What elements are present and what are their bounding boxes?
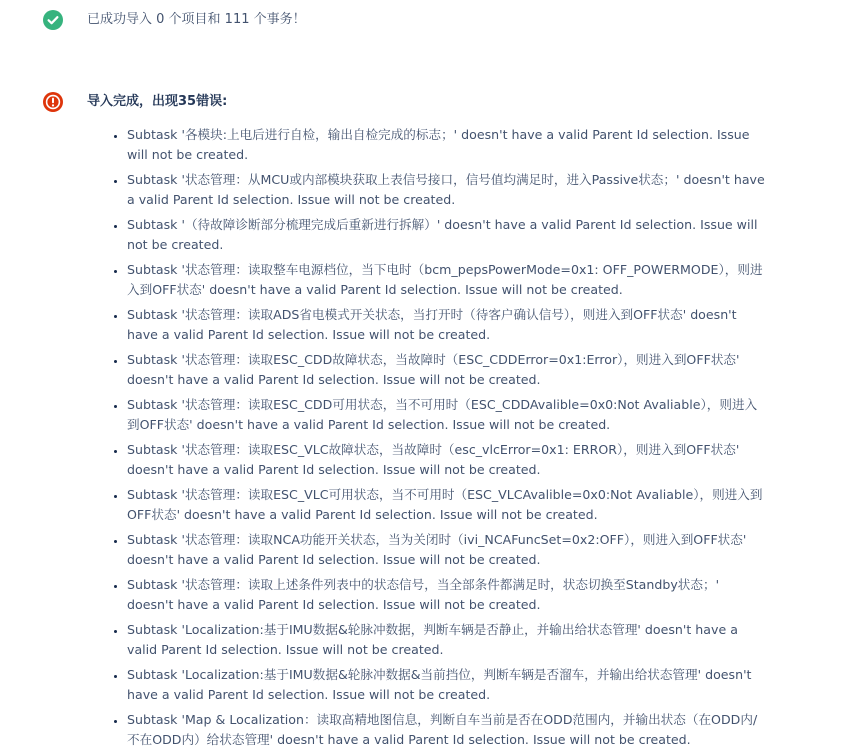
list-item: • Subtask '状态管理：从MCU或内部模块获取上表信号接口，信号值均满足时，进入Passive状态；' doesn't have a valid Parent Id selection. Issue will not be created. [127,170,767,210]
error-body [87,92,767,755]
list-item: • Subtask '状态管理：读取ESC_VLC可用状态，当不可用时（ESC_VLCAvalible=0x0:Not Avaliable），则进入到OFF状态' doesn't have a valid Parent Id selection. Issue will not be created. [127,485,767,525]
list-item: • Subtask '状态管理：读取NCA功能开关状态，当为关闭时（ivi_NCAFuncSet=0x2:OFF），则进入到OFF状态' doesn't have a valid Parent Id selection. Issue will not be created. [127,530,767,570]
success-message [43,10,858,30]
list-item: • Subtask '状态管理：读取ADS省电模式开关状态，当打开时（待客户确认信号），则进入到OFF状态' doesn't have a valid Parent Id selection. Issue will not be created. [127,305,767,345]
error-list [87,125,767,750]
list-item: • Subtask '状态管理：读取ESC_CDD可用状态，当不可用时（ESC_CDDAvalible=0x0:Not Avaliable），则进入到OFF状态' doesn't have a valid Parent Id selection. Issue will not be created. [127,395,767,435]
list-item: • Subtask 'Localization:基于IMU数据&轮脉冲数据&当前挡位，判断车辆是否溜车，并输出给状态管理' doesn't have a valid Parent Id selection. Issue will not be created. [127,665,767,705]
list-item: • Subtask '状态管理：读取ESC_VLC故障状态，当故障时（esc_vlcError=0x1: ERROR），则进入到OFF状态' doesn't have a valid Parent Id selection. Issue will not be created. [127,440,767,480]
error-circle-icon [43,92,63,112]
list-item: • Subtask '状态管理：读取上述条件列表中的状态信号，当全部条件都满足时，状态切换至Standby状态；' doesn't have a valid Parent Id selection. Issue will not be created. [127,575,767,615]
error-title: 导入完成，出现35错误: [87,94,228,109]
list-item: • Subtask 'Map & Localization：读取高精地图信息，判断自车当前是否在ODD范围内，并输出状态（在ODD内/不在ODD内）给状态管理' doesn't have a valid Parent Id selection. Issue will not be created. [127,710,767,750]
list-item: • Subtask 'Localization:基于IMU数据&轮脉冲数据，判断车辆是否静止，并输出给状态管理' doesn't have a valid Parent Id selection. Issue will not be created. [127,620,767,660]
list-item: • Subtask '（待故障诊断部分梳理完成后重新进行拆解）' doesn't have a valid Parent Id selection. Issue will not be created. [127,215,767,255]
error-message [43,92,858,755]
success-text: 已成功导入 0 个项目和 111 个事务！ [87,12,306,27]
check-circle-icon [43,10,63,30]
list-item: • Subtask '各模块:上电后进行自检，输出自检完成的标志；' doesn't have a valid Parent Id selection. Issue will not be created. [127,125,767,165]
list-item: • Subtask '状态管理：读取整车电源档位，当下电时（bcm_pepsPowerMode=0x1: OFF_POWERMODE），则进入到OFF状态' doesn't have a valid Parent Id selection. Issue will not be created. [127,260,767,300]
list-item: • Subtask '状态管理：读取ESC_CDD故障状态，当故障时（ESC_CDDError=0x1:Error），则进入到OFF状态' doesn't have a valid Parent Id selection. Issue will not be created. [127,350,767,390]
